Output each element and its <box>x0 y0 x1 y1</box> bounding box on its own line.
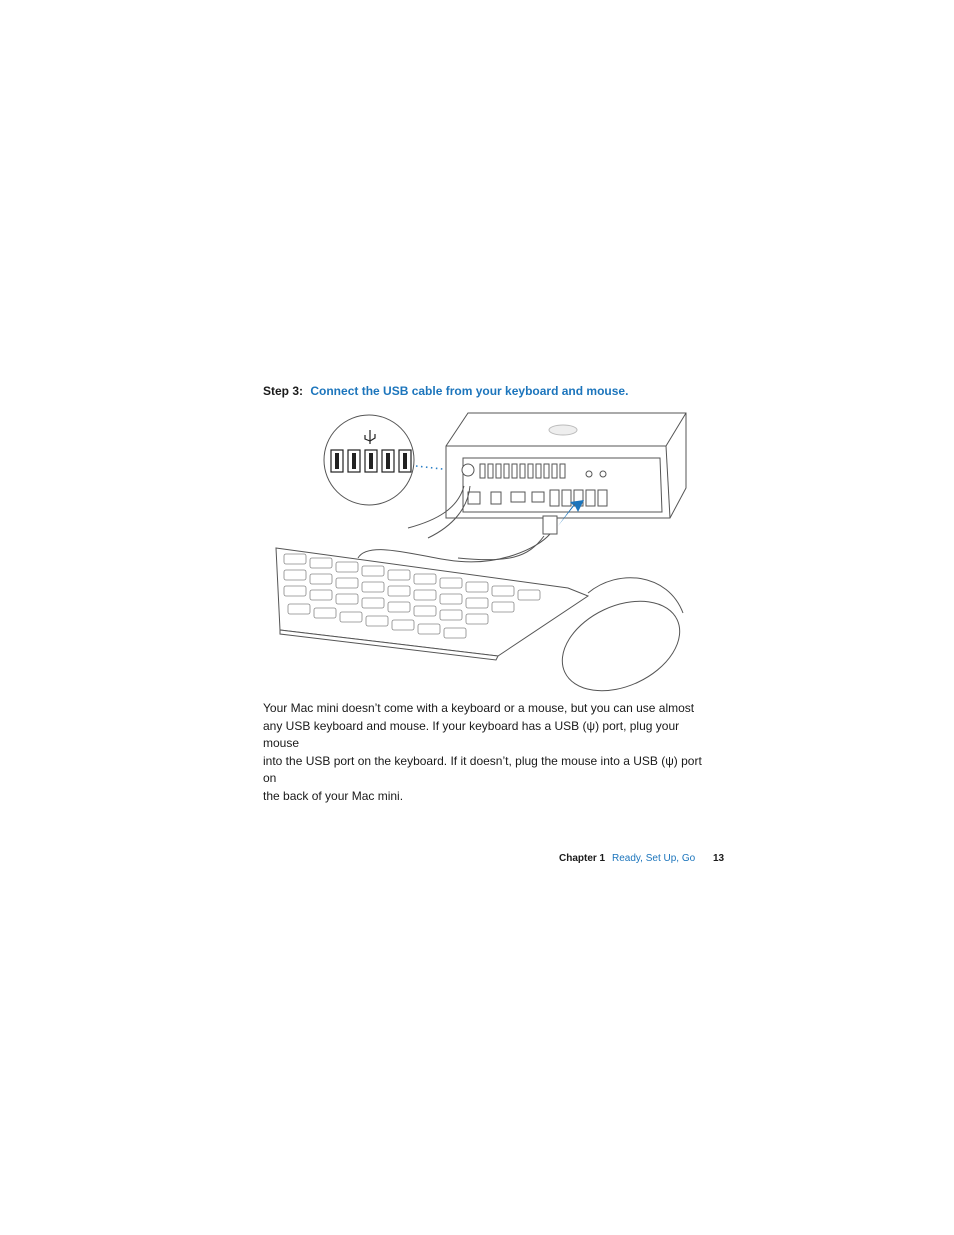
mac-mini <box>446 413 686 518</box>
step-label: Step 3: <box>263 384 304 398</box>
body-line-2a: any USB keyboard and mouse. If your keyboard has a USB ( <box>263 718 587 733</box>
body-line-1: Your Mac mini doesn’t come with a keyboard or a mouse, but you can use almost <box>263 701 695 715</box>
footer-section-title: Ready, Set Up, Go <box>612 853 696 864</box>
usb-icon: ψ <box>586 718 596 733</box>
body-line-4: the back of your Mac mini. <box>263 788 404 803</box>
page-number: 13 <box>713 853 725 864</box>
body-paragraph <box>263 700 713 805</box>
usb-ports-callout <box>324 415 414 505</box>
body-line-3a: into the USB port on the keyboard. If it doesn’t, plug the mouse into a USB ( <box>263 753 666 768</box>
usb-icon: ψ <box>665 753 674 768</box>
usb-connection-illustration <box>258 408 698 698</box>
step-heading <box>263 384 628 398</box>
footer-chapter: Chapter 1 <box>559 853 606 864</box>
step-title: Connect the USB cable from your keyboard and mouse. <box>310 384 629 398</box>
body-line-2b: ) port, plug your mouse <box>263 718 680 750</box>
body-line-3b: ) port on <box>263 753 702 785</box>
